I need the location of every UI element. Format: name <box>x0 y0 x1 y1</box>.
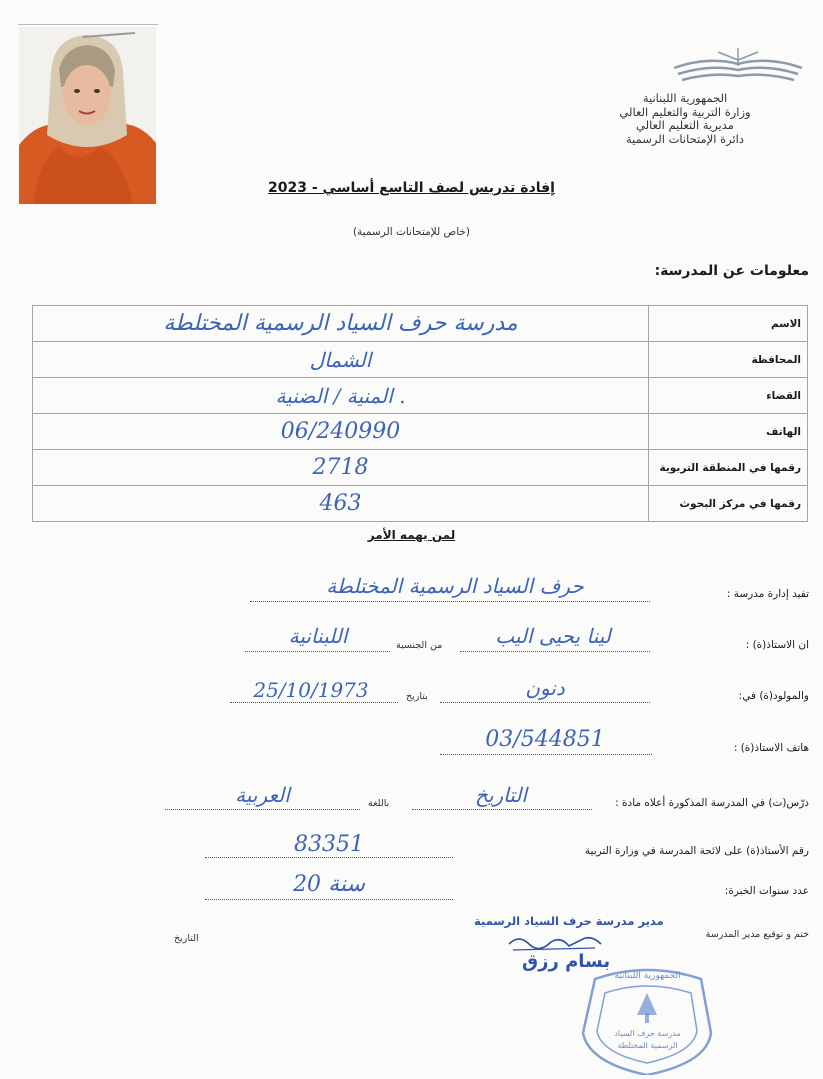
school-phone-label: الهاتف <box>649 414 808 450</box>
date-label: بتاريخ <box>406 691 428 702</box>
experience-label: عدد سنوات الخبرة: <box>724 885 809 897</box>
stamp-arc-text: الجمهورية اللبنانية <box>614 971 681 981</box>
governorate-value: الشمال <box>33 342 649 378</box>
table-row <box>33 306 808 342</box>
research-number-value: 463 <box>33 486 649 522</box>
teacher-phone-label: هاتف الاستاذ(ة) : <box>733 742 809 754</box>
teacher-phone-value: 03/544851 <box>485 727 605 752</box>
stamp-school-text: مدرسة حرف السياد <box>614 1029 681 1038</box>
teacher-label: ان الاستاذ(ة) : <box>745 639 809 651</box>
director-name: بسام رزق <box>522 951 611 972</box>
experience-value: 20 سنة <box>293 872 365 897</box>
taught-label: درّس(ت) في المدرسة المذكورة أعلاه مادة : <box>615 797 809 809</box>
signature-date-label: التاريخ <box>174 933 199 944</box>
district-value: المنية / الضنية . <box>33 378 649 414</box>
ministry-number-value: 83351 <box>294 832 364 857</box>
language-value: العربية <box>235 783 290 807</box>
language-label: باللغة <box>368 798 390 809</box>
teacher-photo <box>19 27 156 204</box>
header-line: مديرية التعليم العالي <box>636 118 734 132</box>
subject-value: التاريخ <box>475 783 527 807</box>
dotted-line <box>412 808 592 810</box>
ministry-header <box>575 92 795 146</box>
header-line: الجمهورية اللبنانية <box>642 91 728 105</box>
school-phone-value: 06/240990 <box>33 414 649 450</box>
document-subtitle: (خاص للإمتحانات الرسمية) <box>352 226 471 238</box>
nationality-value: اللبنانية <box>288 624 348 648</box>
ministry-number-label: رقم الأستاذ(ة) على لائحة المدرسة في وزارة التربية <box>584 845 809 857</box>
dotted-line <box>165 808 360 810</box>
region-number-label: رقمها في المنطقة التربوية <box>649 450 808 486</box>
dotted-line <box>440 701 650 703</box>
to-whom-heading: لمن يهمه الأمر <box>367 528 456 542</box>
born-label: والمولود(ة) في: <box>738 690 809 702</box>
table-row <box>33 486 808 522</box>
dotted-line <box>205 898 453 900</box>
table-row <box>33 450 808 486</box>
teacher-name-value: لينا يحيى اليب <box>495 624 611 648</box>
table-row <box>33 414 808 450</box>
school-info-table <box>32 305 808 522</box>
district-label: القضاء <box>649 378 808 414</box>
school-name-value: مدرسة حرف السياد الرسمية المختلطة <box>33 306 649 342</box>
header-line: وزارة التربية والتعليم العالي <box>619 104 751 119</box>
dotted-line <box>245 650 390 652</box>
ministry-logo <box>668 40 808 90</box>
school-admin-value: حرف السياد الرسمية المختلطة <box>326 574 584 598</box>
governorate-label: المحافظة <box>649 342 808 378</box>
dotted-line <box>440 753 652 755</box>
research-number-label: رقمها في مركز البحوث <box>649 486 808 522</box>
dotted-line <box>460 650 650 652</box>
nationality-label: من الجنسية <box>396 640 443 651</box>
document-title: إفادة تدريس لصف التاسع أساسي - 2023 <box>268 180 555 196</box>
header-line: دائرة الإمتحانات الرسمية <box>625 131 744 146</box>
school-info-heading: معلومات عن المدرسة: <box>654 263 809 279</box>
school-name-label: الاسم <box>649 306 808 342</box>
school-stamp <box>575 963 720 1075</box>
stamp-school-text: الرسمية المختلطة <box>617 1041 678 1050</box>
born-place-value: دنون <box>525 676 565 700</box>
top-border-line <box>18 24 158 25</box>
director-title: مدير مدرسة حرف السياد الرسمية <box>474 914 664 928</box>
table-row <box>33 342 808 378</box>
born-date-value: 25/10/1973 <box>253 678 369 702</box>
dotted-line <box>250 600 650 602</box>
school-admin-label: تفيد إدارة مدرسة : <box>726 588 809 600</box>
table-row <box>33 378 808 414</box>
stamp-sign-label: ختم و توقيع مدير المدرسة <box>705 929 809 940</box>
region-number-value: 2718 <box>33 450 649 486</box>
